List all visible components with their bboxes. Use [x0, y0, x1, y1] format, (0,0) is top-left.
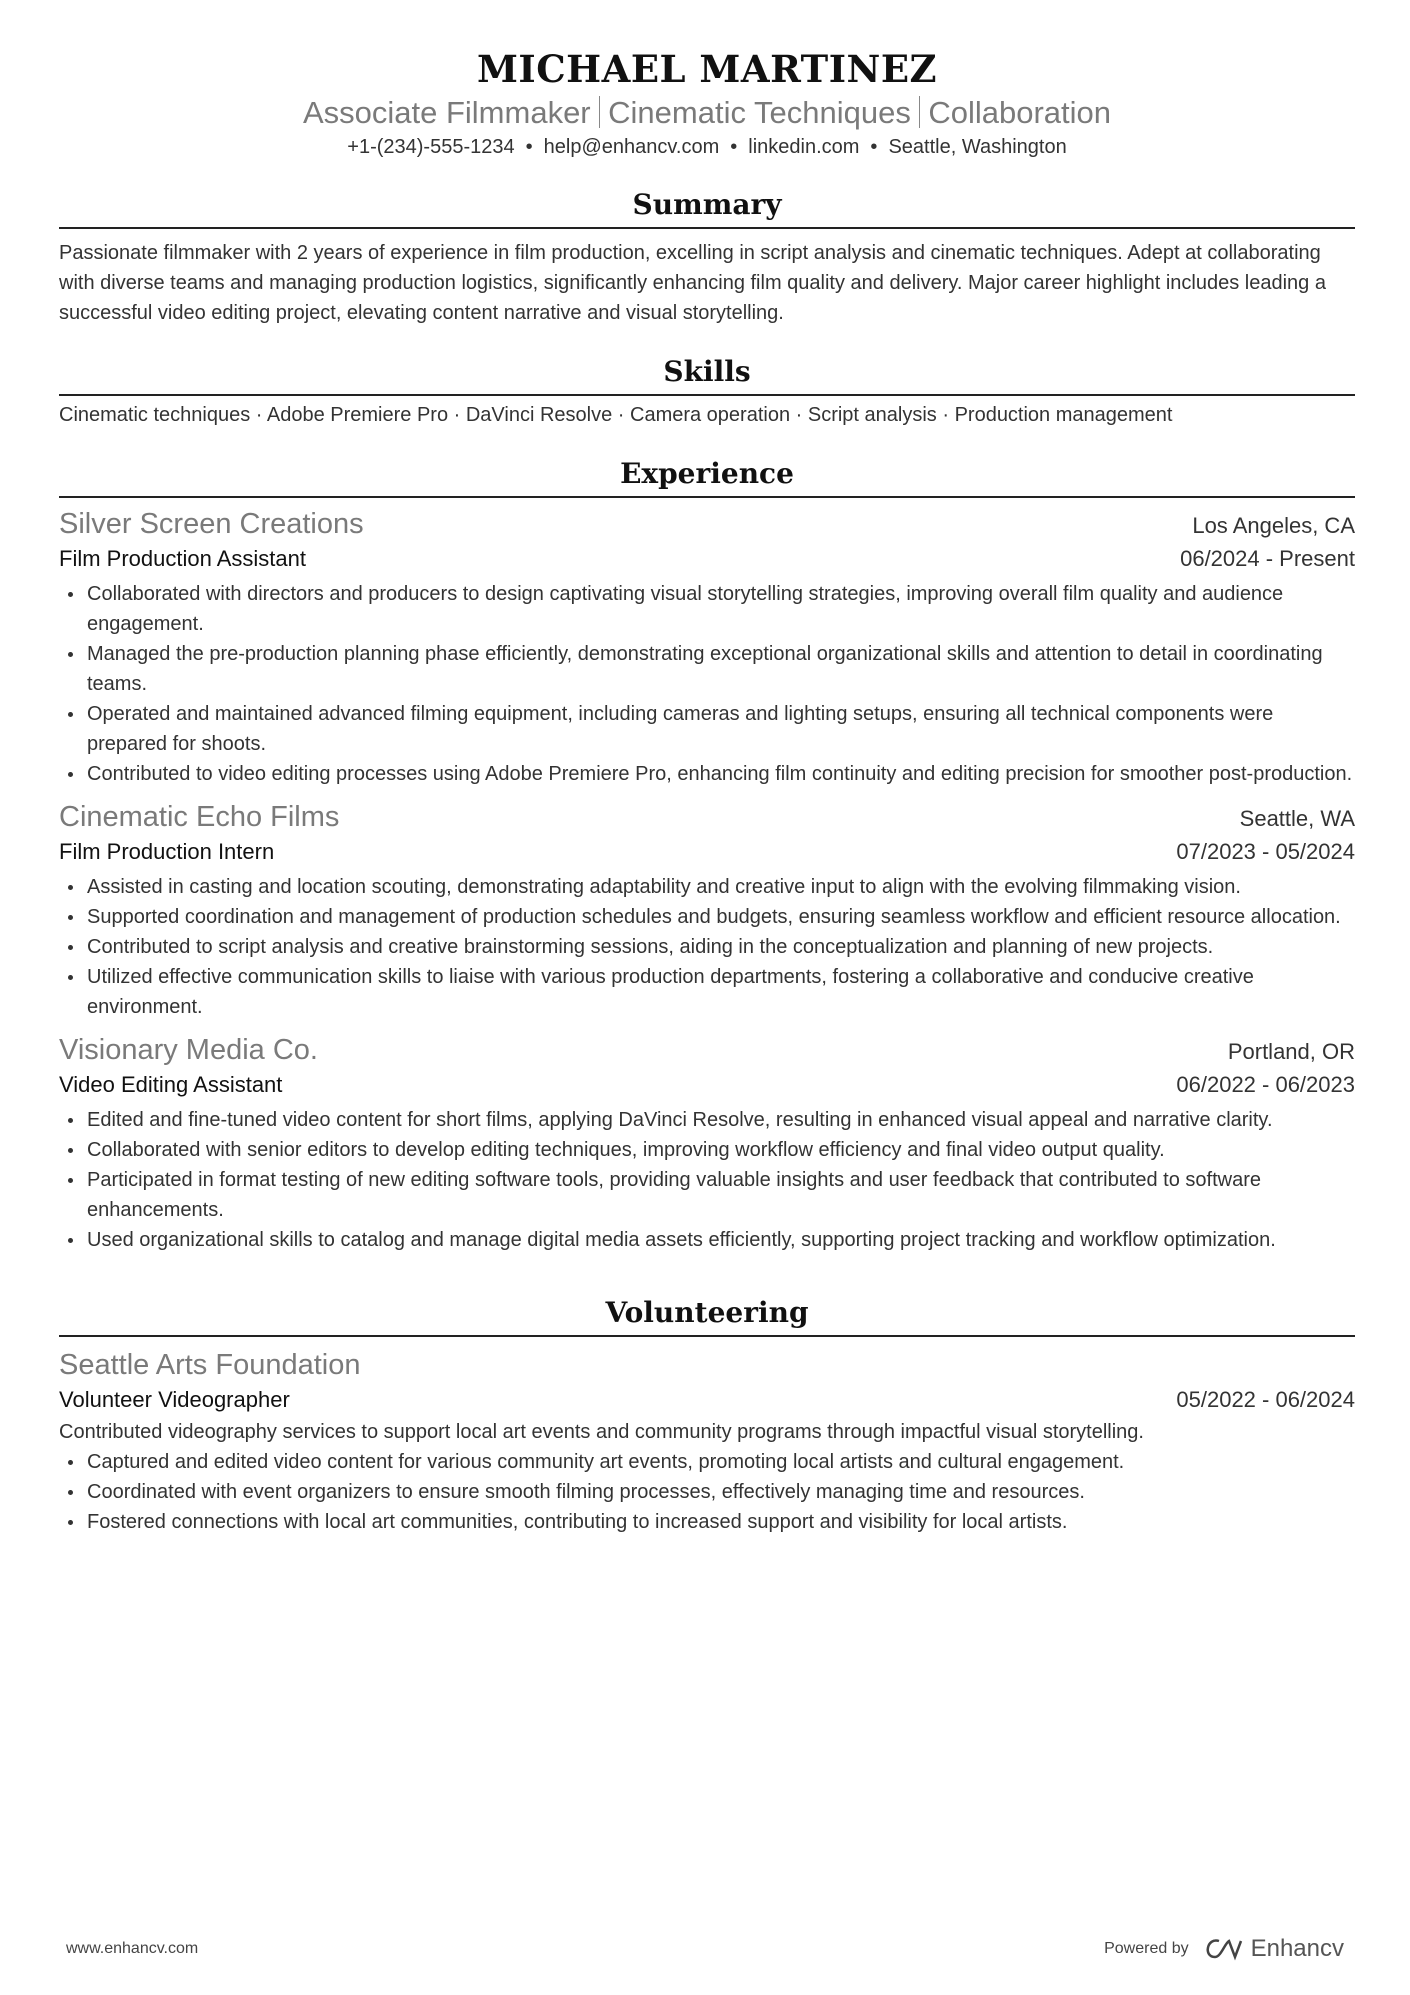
job-dates: 06/2024 - Present [1180, 546, 1355, 571]
bullet-item: Contributed to video editing processes using Adobe Premiere Pro, enhancing film continuity and editing precision for smoother post-production. [59, 759, 1355, 789]
section-heading: Summary [59, 187, 1355, 229]
contact-info: +1-(234)-555-1234 • help@enhancv.com • linkedin.com • Seattle, Washington [347, 136, 1067, 158]
job-dates: 06/2022 - 06/2023 [1176, 1072, 1355, 1097]
section-heading: Skills [59, 354, 1355, 396]
bullet-item: Fostered connections with local art communities, contributing to increased support and visibility for local artists. [59, 1507, 1355, 1537]
volunteering-section [59, 1295, 1355, 1537]
company-name: Visionary Media Co. [59, 1034, 318, 1066]
footer [66, 1935, 1344, 1963]
job-entry [59, 506, 1355, 789]
summary-text: Passionate filmmaker with 2 years of experience in film production, excelling in script analysis and cinematic techniques. Adept at collaborating with diverse teams and managing production logistics, significantly enhancing film quality and delivery. Major career highlight includes leading a successful video editing project, elevating content narrative and visual storytelling. [59, 242, 1326, 324]
job-location: Seattle, WA [1239, 806, 1355, 831]
bullet-item: Assisted in casting and location scouting, demonstrating adaptability and creative input to align with the evolving filmmaking vision. [59, 872, 1355, 902]
brand-name: Enhancv [1250, 1935, 1344, 1962]
linkedin-link[interactable]: linkedin.com [748, 136, 860, 158]
job-entry [59, 799, 1355, 1022]
job-entry [59, 1032, 1355, 1255]
section-heading: Volunteering [59, 1295, 1355, 1337]
website-link[interactable]: www.enhancv.com [66, 1940, 199, 1957]
bullet-item: Edited and fine-tuned video content for short films, applying DaVinci Resolve, resulting in enhanced visual appeal and narrative clarity. [59, 1105, 1355, 1135]
bullet-item: Used organizational skills to catalog and manage digital media assets efficiently, supporting project tracking and workflow optimization. [59, 1225, 1355, 1255]
bullet-item: Managed the pre-production planning phase efficiently, demonstrating exceptional organizational skills and attention to detail in coordinating teams. [59, 639, 1355, 699]
volunteer-role: Volunteer Videographer [59, 1387, 290, 1412]
job-title: Film Production Assistant [59, 546, 306, 571]
headline-item: Collaboration [928, 95, 1112, 130]
candidate-name: MICHAEL MARTINEZ [476, 47, 938, 91]
job-title: Film Production Intern [59, 839, 275, 864]
volunteer-description: Contributed videography services to support local art events and community programs through impactful visual storytelling. [59, 1421, 1144, 1443]
experience-section [59, 456, 1355, 1255]
job-location: Los Angeles, CA [1192, 513, 1355, 538]
headline-item: Associate Filmmaker [302, 95, 591, 130]
bullet-item: Utilized effective communication skills to liaise with various production departments, fostering a collaborative and conducive creative environment. [59, 962, 1355, 1022]
volunteer-dates: 05/2022 - 06/2024 [1176, 1387, 1355, 1412]
headline [59, 93, 1355, 133]
bullet-item: Supported coordination and management of production schedules and budgets, ensuring seamless workflow and efficient resource allocation. [59, 902, 1355, 932]
skills-section [59, 354, 1355, 430]
job-title: Video Editing Assistant [59, 1072, 283, 1097]
bullet-item: Operated and maintained advanced filming equipment, including cameras and lighting setups, ensuring all technical components were prepared for shoots. [59, 699, 1355, 759]
email-link[interactable]: help@enhancv.com [543, 136, 720, 158]
bullet-item: Participated in format testing of new editing software tools, providing valuable insights and user feedback that contributed to software enhancements. [59, 1165, 1355, 1225]
company-name: Silver Screen Creations [59, 508, 364, 540]
headline-item: Cinematic Techniques [608, 95, 911, 130]
bullet-item: Collaborated with directors and producers to design captivating visual storytelling strategies, improving overall film quality and audience engagement. [59, 579, 1355, 639]
bullet-item: Contributed to script analysis and creative brainstorming sessions, aiding in the conceptualization and planning of new projects. [59, 932, 1355, 962]
job-location: Portland, OR [1227, 1039, 1355, 1064]
bullet-item: Collaborated with senior editors to develop editing techniques, improving workflow efficiency and final video output quality. [59, 1135, 1355, 1165]
section-heading: Experience [59, 456, 1355, 498]
divider [919, 96, 921, 128]
company-name: Cinematic Echo Films [59, 801, 340, 833]
location: Seattle, Washington [888, 136, 1067, 158]
bullet-item: Captured and edited video content for various community art events, promoting local artists and cultural engagement. [59, 1447, 1355, 1477]
resume [59, 46, 1355, 1537]
phone: +1-(234)-555-1234 [347, 136, 515, 158]
enhancv-logo-icon [1203, 1937, 1243, 1961]
bullet-item: Coordinated with event organizers to ensure smooth filming processes, effectively managing time and resources. [59, 1477, 1355, 1507]
powered-by-label: Powered by [1104, 1940, 1189, 1957]
summary-section [59, 187, 1355, 328]
skills-list: Cinematic techniques · Adobe Premiere Pro · DaVinci Resolve · Camera operation · Script analysis · Production management [59, 404, 1173, 426]
enhancv-logo [1203, 1935, 1344, 1963]
organization-name: Seattle Arts Foundation [59, 1349, 361, 1381]
job-dates: 07/2023 - 05/2024 [1176, 839, 1355, 864]
divider [599, 96, 601, 128]
volunteer-entry [59, 1347, 1355, 1537]
